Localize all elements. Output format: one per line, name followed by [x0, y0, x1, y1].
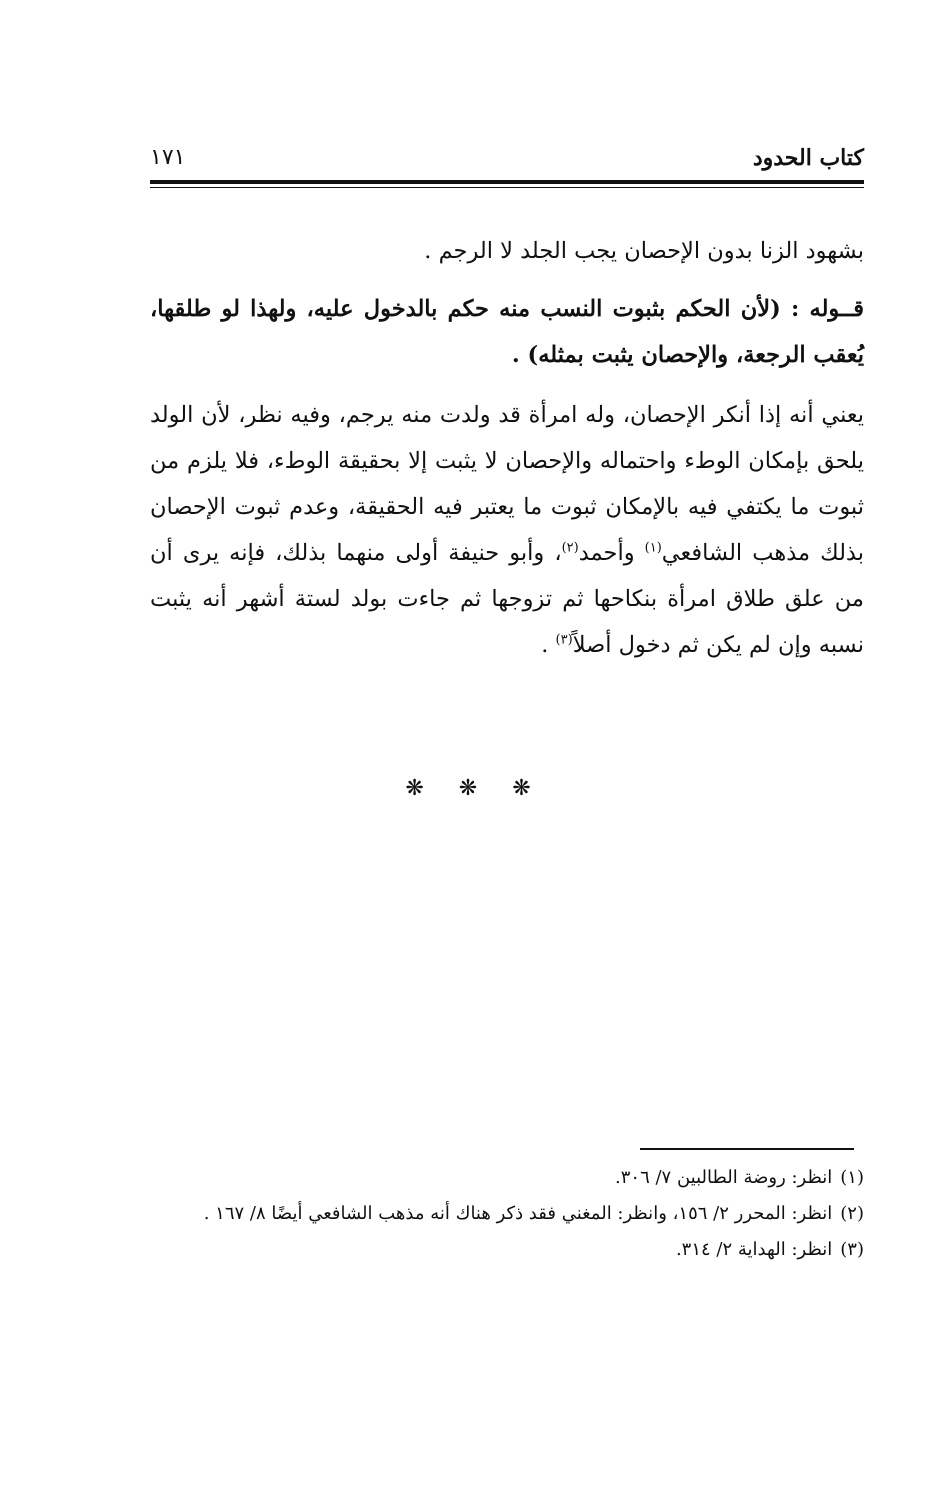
- paragraph-3: [150, 392, 864, 668]
- p3-part3: ، وأبو حنيفة أولى منهما بذلك، فإنه يرى أن من علق طلاق امرأة بنكاحها ثم تزوجها ثم جاءت بولد لستة أشهر أنه يثبت نسبه وإن لم يكن ثم دخول أصلاً: [150, 540, 864, 658]
- quoted-statement: [150, 286, 864, 378]
- footnote-1: [150, 1160, 864, 1196]
- p3-part1: يعني أنه إذا أنكر الإحصان، وله امرأة قد ولدت منه يرجم، وفيه نظر، لأن الولد يلحق بإمكان الوطء واحتماله والإحصان لا يثبت إلا بحقيقة الوطء، فلا يلزم من ثبوت ما يكتفي فيه بالإمكان ثبوت ما يعتبر فيه الحقيقة، وعدم ثبوت الإحصان بذلك مذهب الشافعي: [150, 402, 864, 566]
- footnote-3: [150, 1232, 864, 1268]
- footnote-ref-3[interactable]: (٣): [555, 632, 573, 648]
- footnote-ref-2[interactable]: (٢): [561, 540, 579, 556]
- running-title: كتاب الحدود: [752, 145, 864, 171]
- footnote-text: انظر: المحرر ٢/ ١٥٦، وانظر: المغني فقد ذكر هناك أنه مذهب الشافعي أيضًا ٨/ ١٦٧ .: [203, 1203, 833, 1224]
- footnote-number: (١): [840, 1167, 864, 1188]
- paragraph-1: بشهود الزنا بدون الإحصان يجب الجلد لا الرجم .: [424, 238, 864, 264]
- quote-text: (لأن الحكم بثبوت النسب منه حكم بالدخول عليه، ولهذا لو طلقها، يُعقب الرجعة، والإحصان يثبت بمثله) .: [150, 296, 864, 368]
- quote-lead: قــوله :: [780, 296, 864, 322]
- header-rule-thin: [150, 187, 864, 188]
- footnote-text: انظر: روضة الطالبين ٧/ ٣٠٦.: [615, 1167, 833, 1188]
- footnote-rule: [640, 1148, 854, 1150]
- footnote-text: انظر: الهداية ٢/ ٣١٤.: [675, 1239, 833, 1260]
- main-text: [150, 228, 864, 668]
- footnote-ref-1[interactable]: (١): [644, 540, 662, 556]
- section-separator: ❋ ❋ ❋: [405, 776, 545, 801]
- p3-end: .: [541, 632, 556, 658]
- footnote-number: (٢): [840, 1203, 864, 1224]
- footnote-number: (٣): [840, 1239, 864, 1260]
- p3-part2: وأحمد: [578, 540, 645, 566]
- page-number: ١٧١: [150, 145, 186, 170]
- header-rule-thick: [150, 180, 864, 184]
- page-header: [150, 140, 864, 176]
- footnote-2: [150, 1196, 864, 1232]
- footnotes: [150, 1160, 864, 1268]
